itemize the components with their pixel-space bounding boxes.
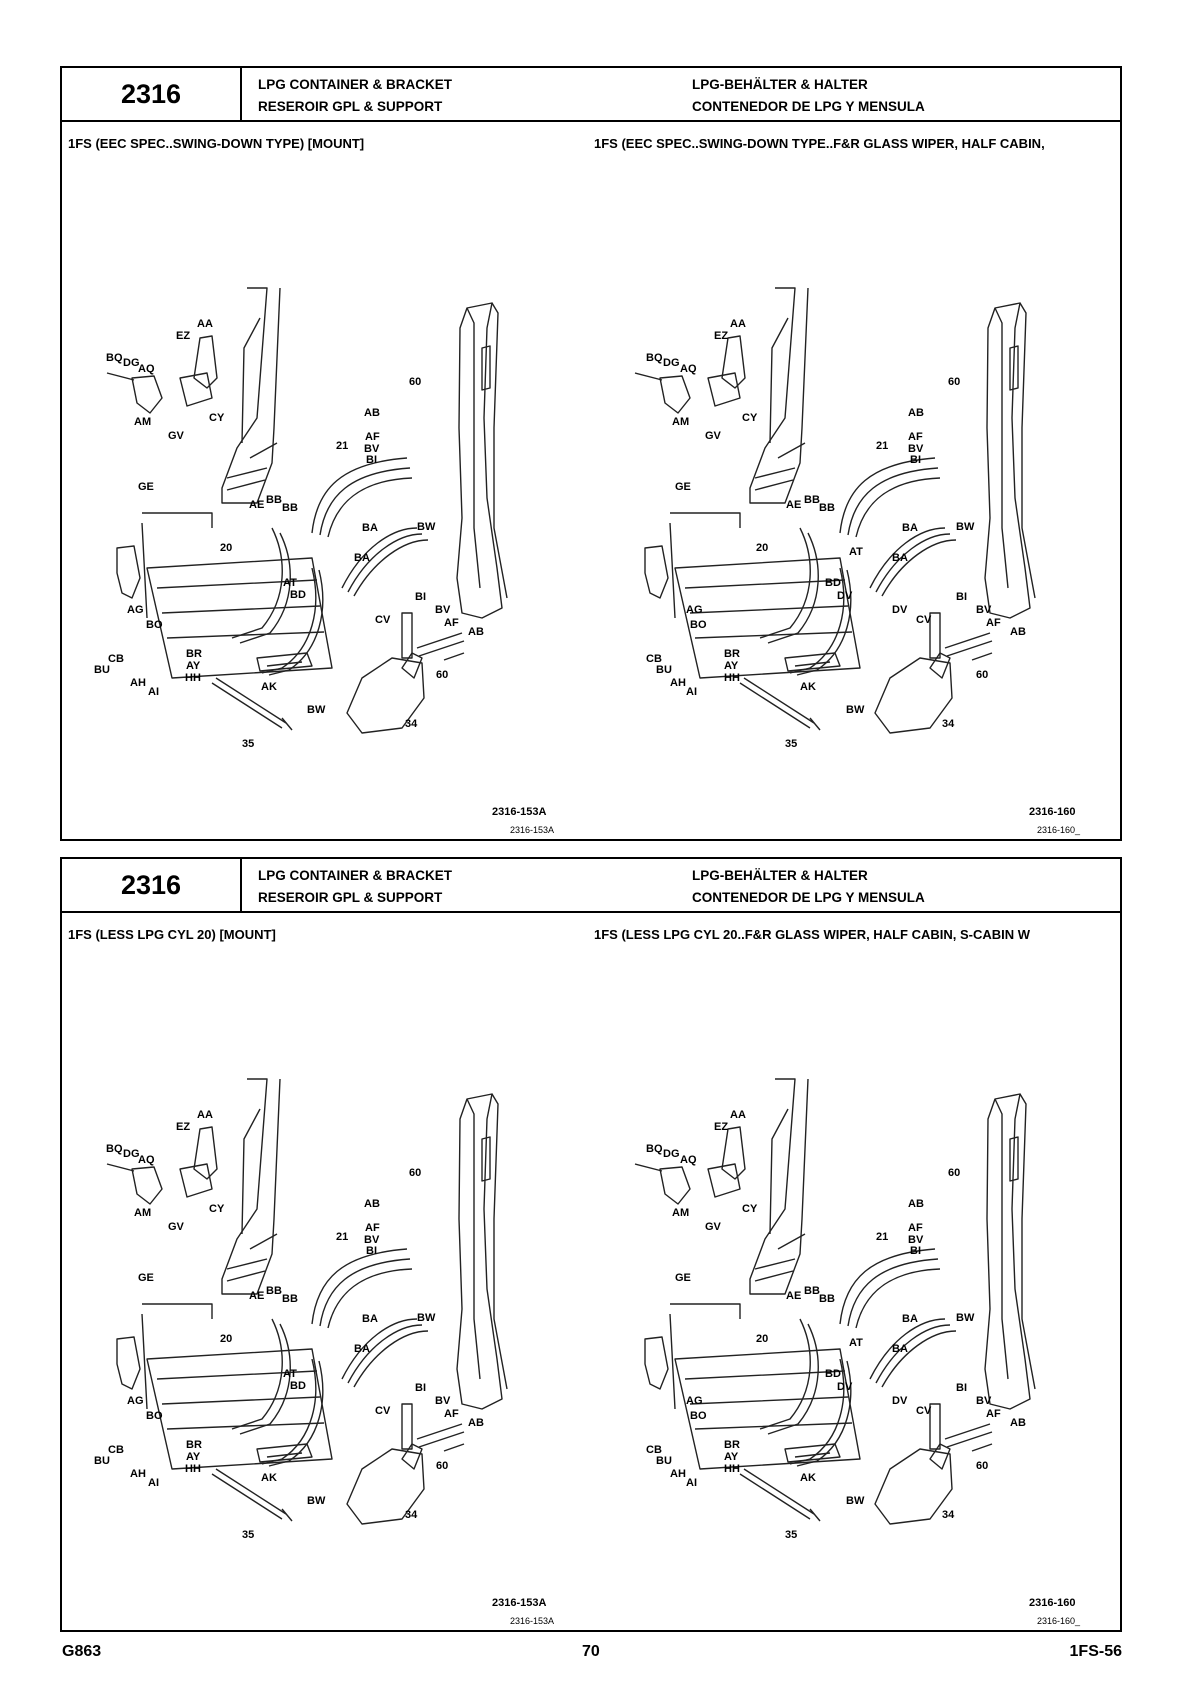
component-outline [147,558,332,678]
component-outline [180,1164,212,1197]
component-outline [402,1404,412,1449]
part-callout-label: BI [366,454,377,466]
part-callout-label: 60 [436,669,449,681]
component-outline [750,288,808,503]
part-callout-label: AG [686,1395,703,1407]
part-callout-label: BQ [106,352,123,364]
part-callout-label: BD [290,589,306,601]
title-french: RESEROIR GPL & SUPPORT [258,890,443,905]
part-callout-label: CB [646,1444,662,1456]
part-callout-label: BW [417,521,436,533]
component-outline [848,1259,938,1326]
part-callout-label: GE [138,1272,154,1284]
component-outline [810,718,820,730]
component-outline [708,373,740,406]
part-callout-label: CY [209,1203,225,1215]
part-callout-label: CV [916,614,932,626]
part-callout-label: 35 [785,738,798,750]
part-callout-label: AB [1010,626,1026,638]
part-callout-label: AB [364,1198,380,1210]
component-outline [227,468,267,490]
part-callout-label: AH [670,677,686,689]
component-outline [417,1424,464,1447]
part-callout-label: BV [435,1395,451,1407]
part-callout-label: DV [837,590,853,602]
part-callout-label: 20 [220,1333,233,1345]
line-art-svg [590,228,1090,788]
component-outline [257,1444,312,1462]
component-outline [768,533,818,643]
part-callout-label: BA [362,522,378,534]
part-callout-label: BR [186,1439,202,1451]
part-callout-label: BB [266,1285,282,1297]
part-callout-label: AF [908,431,923,443]
exploded-diagram-right [590,228,1090,788]
part-callout-label: EZ [714,330,729,342]
part-callout-label: BV [976,604,992,616]
part-callout-label: 60 [976,1460,989,1472]
part-callout-label: BW [307,1495,326,1507]
part-callout-label: DV [892,1395,908,1407]
part-callout-label: 60 [976,669,989,681]
component-outline [708,1164,740,1197]
part-callout-label: AF [908,1222,923,1234]
component-outline [645,546,668,598]
part-callout-label: AM [134,1207,152,1219]
part-callout-label: AM [672,416,690,428]
part-callout-label: 20 [220,542,233,554]
part-callout-label: BQ [106,1143,123,1155]
part-callout-label: AB [908,407,924,419]
component-outline [180,373,212,406]
part-callout-label: BB [804,1285,820,1297]
part-callout-label: AQ [138,363,155,375]
part-callout-label: 60 [409,376,422,388]
part-callout-label: CY [742,412,758,424]
catalog-section-2 [60,857,1122,1632]
component-outline [117,546,140,598]
component-outline [848,468,938,535]
part-callout-label: AH [130,1468,146,1480]
right-figure-subtitle: 1FS (EEC SPEC..SWING-DOWN TYPE..F&R GLASS WIPER, HALF CABIN, [594,136,1045,151]
part-callout-label: 21 [876,1231,889,1243]
left-figure-code: 2316-153A [492,1597,547,1609]
part-callout-label: AA [730,1109,746,1121]
part-callout-label: AF [986,617,1001,629]
part-callout-label: CB [646,653,662,665]
component-outline [354,540,428,596]
part-callout-label: DG [663,1148,680,1160]
part-callout-label: BV [976,1395,992,1407]
part-callout-label: AT [849,546,863,558]
component-outline [882,1331,956,1387]
component-outline [856,478,940,537]
section-header [62,859,1120,913]
part-callout-label: CV [916,1405,932,1417]
component-drawing [107,1079,507,1524]
part-callout-label: BD [290,1380,306,1392]
exploded-diagram-left [62,228,562,788]
part-callout-label: AY [186,1451,201,1463]
part-callout-label: AB [364,407,380,419]
part-callout-label: BV [364,443,380,455]
component-outline [768,1324,818,1434]
part-callout-label: AQ [138,1154,155,1166]
part-callout-label: AK [261,1472,277,1484]
right-figure-code: 2316-160 [1029,806,1076,818]
title-french: RESEROIR GPL & SUPPORT [258,99,443,114]
part-callout-label: GV [168,430,184,442]
part-callout-label: AQ [680,1154,697,1166]
part-callout-label: BB [804,494,820,506]
part-callout-label: AE [249,1290,265,1302]
part-callout-label: GE [675,1272,691,1284]
component-drawing [107,288,507,733]
component-outline [444,1444,464,1451]
part-callout-label: 35 [785,1529,798,1541]
part-callout-label: AB [468,1417,484,1429]
component-outline [107,373,134,380]
part-callout-label: EZ [176,330,191,342]
component-outline [875,658,952,733]
part-callout-label: 35 [242,1529,255,1541]
component-outline [282,718,292,730]
part-callout-label: AF [986,1408,1001,1420]
part-callout-label: BB [266,494,282,506]
component-outline [785,653,840,671]
part-callout-label: 34 [405,718,418,730]
part-callout-label: BA [362,1313,378,1325]
part-callout-label: 60 [436,1460,449,1472]
part-callout-label: EZ [176,1121,191,1133]
part-callout-label: BR [724,1439,740,1451]
part-callout-label: AG [127,1395,144,1407]
component-outline [354,1331,428,1387]
component-outline [402,613,412,658]
part-callout-label: AM [134,416,152,428]
part-callout-label: 60 [948,1167,961,1179]
component-outline [722,336,745,388]
component-outline [444,653,464,660]
part-callout-label: BV [364,1234,380,1246]
part-callout-label: AY [724,660,739,672]
component-outline [930,1404,940,1449]
part-callout-label: 60 [409,1167,422,1179]
part-callout-label: AE [786,1290,802,1302]
footer-reference: 1FS-56 [1069,1643,1122,1660]
title-german: LPG-BEHÄLTER & HALTER [692,77,868,92]
title-german: LPG-BEHÄLTER & HALTER [692,868,868,883]
component-outline [675,558,860,678]
part-callout-label: BW [417,1312,436,1324]
part-callout-label: BA [354,552,370,564]
component-outline [985,303,1030,618]
part-callout-label: AB [1010,1417,1026,1429]
left-figure-subtitle: 1FS (EEC SPEC..SWING-DOWN TYPE) [MOUNT] [68,136,365,151]
part-callout-label: 21 [876,440,889,452]
part-callout-label: BR [186,648,202,660]
title-english: LPG CONTAINER & BRACKET [258,77,452,92]
part-callout-label: BI [956,1382,967,1394]
right-figure-code-small: 2316-160_ [1037,825,1081,835]
component-outline [227,1259,267,1281]
part-callout-label: AI [686,1477,697,1489]
component-outline [635,373,662,380]
part-callout-label: HH [185,1463,201,1475]
right-figure-code: 2316-160 [1029,1597,1076,1609]
part-callout-label: AH [670,1468,686,1480]
part-callout-label: 20 [756,1333,769,1345]
part-callout-label: BO [146,1410,163,1422]
part-callout-label: BA [902,522,918,534]
part-callout-label: BQ [646,1143,663,1155]
part-callout-label: BB [819,502,835,514]
part-callout-label: BI [956,591,967,603]
part-callout-label: BU [656,664,672,676]
part-callout-label: 60 [948,376,961,388]
part-callout-label: DG [663,357,680,369]
part-callout-label: CY [209,412,225,424]
line-art-svg [62,228,562,788]
part-callout-label: AK [800,1472,816,1484]
component-drawing [635,288,1035,733]
part-callout-label: 34 [942,718,955,730]
left-figure-code-small: 2316-153A [510,1616,555,1626]
part-callout-label: HH [724,672,740,684]
part-callout-label: CB [108,1444,124,1456]
part-callout-label: AI [148,1477,159,1489]
component-outline [117,1337,140,1389]
left-figure-code-small: 2316-153A [510,825,555,835]
part-callout-label: AA [197,318,213,330]
left-figure-code: 2316-153A [492,806,547,818]
catalog-section-1 [60,66,1122,841]
component-outline [856,1269,940,1328]
part-callout-label: AH [130,677,146,689]
part-callout-label: AY [724,1451,739,1463]
component-outline [457,1094,502,1409]
part-callout-label: BW [956,1312,975,1324]
part-callout-label: BW [846,1495,865,1507]
part-callout-label: CV [375,1405,391,1417]
component-outline [107,1164,134,1171]
component-outline [785,1444,840,1462]
part-callout-label: BI [910,1245,921,1257]
part-callout-label: BV [435,604,451,616]
part-callout-label: BA [354,1343,370,1355]
component-outline [750,1079,808,1294]
component-outline [132,1167,162,1204]
component-outline [194,1127,217,1179]
right-figure-code-small: 2316-160_ [1037,1616,1081,1626]
title-spanish: CONTENEDOR DE LPG Y MENSULA [692,99,925,114]
part-callout-label: GE [675,481,691,493]
part-callout-label: AG [127,604,144,616]
group-number: 2316 [62,68,242,120]
part-callout-label: AT [283,1368,297,1380]
part-callout-label: AA [197,1109,213,1121]
group-number: 2316 [62,859,242,911]
component-outline [972,653,992,660]
part-callout-label: BI [910,454,921,466]
part-callout-label: HH [185,672,201,684]
component-outline [755,1259,795,1281]
part-callout-label: BI [415,1382,426,1394]
part-callout-label: AA [730,318,746,330]
part-callout-label: AI [148,686,159,698]
part-callout-label: AK [261,681,277,693]
part-callout-label: AB [908,1198,924,1210]
part-callout-label: DV [837,1381,853,1393]
part-callout-label: BI [366,1245,377,1257]
part-callout-label: 35 [242,738,255,750]
exploded-diagram-right [590,1019,1090,1579]
part-callout-label: GV [705,1221,721,1233]
part-callout-label: AF [365,431,380,443]
component-outline [147,1349,332,1469]
right-figure-subtitle: 1FS (LESS LPG CYL 20..F&R GLASS WIPER, HALF CABIN, S-CABIN W [594,927,1031,942]
component-drawing [635,1079,1035,1524]
part-callout-label: AE [786,499,802,511]
part-callout-label: BA [892,552,908,564]
component-outline [417,633,464,656]
component-outline [875,1449,952,1524]
footer-model: G863 [62,1643,102,1660]
part-callout-label: AT [283,577,297,589]
part-callout-label: AG [686,604,703,616]
line-art-svg [590,1019,1090,1579]
part-callout-label: BB [282,1293,298,1305]
part-callout-label: GV [705,430,721,442]
part-callout-label: BA [892,1343,908,1355]
component-outline [972,1444,992,1451]
part-callout-label: AQ [680,363,697,375]
component-outline [945,1424,992,1447]
part-callout-label: HH [724,1463,740,1475]
part-callout-label: 34 [942,1509,955,1521]
part-callout-label: GE [138,481,154,493]
component-outline [194,336,217,388]
component-outline [257,653,312,671]
part-callout-label: BU [94,664,110,676]
part-callout-label: 34 [405,1509,418,1521]
component-outline [985,1094,1030,1409]
component-outline [755,468,795,490]
title-english: LPG CONTAINER & BRACKET [258,868,452,883]
part-callout-label: DG [123,1148,140,1160]
part-callout-label: BD [825,1368,841,1380]
component-outline [635,1164,662,1171]
part-callout-label: BD [825,577,841,589]
component-outline [810,1509,820,1521]
part-callout-label: BQ [646,352,663,364]
part-callout-label: 20 [756,542,769,554]
part-callout-label: CB [108,653,124,665]
part-callout-label: AE [249,499,265,511]
part-callout-label: BU [656,1455,672,1467]
line-art-svg [62,1019,562,1579]
component-outline [660,1167,690,1204]
component-outline [660,376,690,413]
part-callout-label: AY [186,660,201,672]
part-callout-label: BW [846,704,865,716]
part-callout-label: BU [94,1455,110,1467]
part-callout-label: BO [146,619,163,631]
footer-page-number: 70 [582,1643,600,1660]
component-outline [675,1349,860,1469]
part-callout-label: 21 [336,440,349,452]
part-callout-label: AB [468,626,484,638]
part-callout-label: CY [742,1203,758,1215]
part-callout-label: 21 [336,1231,349,1243]
component-outline [945,633,992,656]
part-callout-label: AF [365,1222,380,1234]
part-callout-label: BW [307,704,326,716]
part-callout-label: BW [956,521,975,533]
section-header [62,68,1120,122]
part-callout-label: BR [724,648,740,660]
part-callout-label: BO [690,1410,707,1422]
part-callout-label: AT [849,1337,863,1349]
component-outline [722,1127,745,1179]
component-outline [645,1337,668,1389]
part-callout-label: AF [444,1408,459,1420]
part-callout-label: DG [123,357,140,369]
title-spanish: CONTENEDOR DE LPG Y MENSULA [692,890,925,905]
part-callout-label: EZ [714,1121,729,1133]
part-callout-label: BV [908,1234,924,1246]
part-callout-label: AI [686,686,697,698]
part-callout-label: DV [892,604,908,616]
component-outline [222,1079,280,1294]
part-callout-label: BV [908,443,924,455]
part-callout-label: CV [375,614,391,626]
part-callout-label: AK [800,681,816,693]
part-callout-label: BB [282,502,298,514]
part-callout-label: BI [415,591,426,603]
left-figure-subtitle: 1FS (LESS LPG CYL 20) [MOUNT] [68,927,276,942]
part-callout-label: BA [902,1313,918,1325]
exploded-diagram-left [62,1019,562,1579]
part-callout-label: AM [672,1207,690,1219]
part-callout-label: BO [690,619,707,631]
component-outline [282,1509,292,1521]
component-outline [222,288,280,503]
part-callout-label: GV [168,1221,184,1233]
part-callout-label: BB [819,1293,835,1305]
component-outline [930,613,940,658]
component-outline [132,376,162,413]
component-outline [457,303,502,618]
component-outline [882,540,956,596]
part-callout-label: AF [444,617,459,629]
